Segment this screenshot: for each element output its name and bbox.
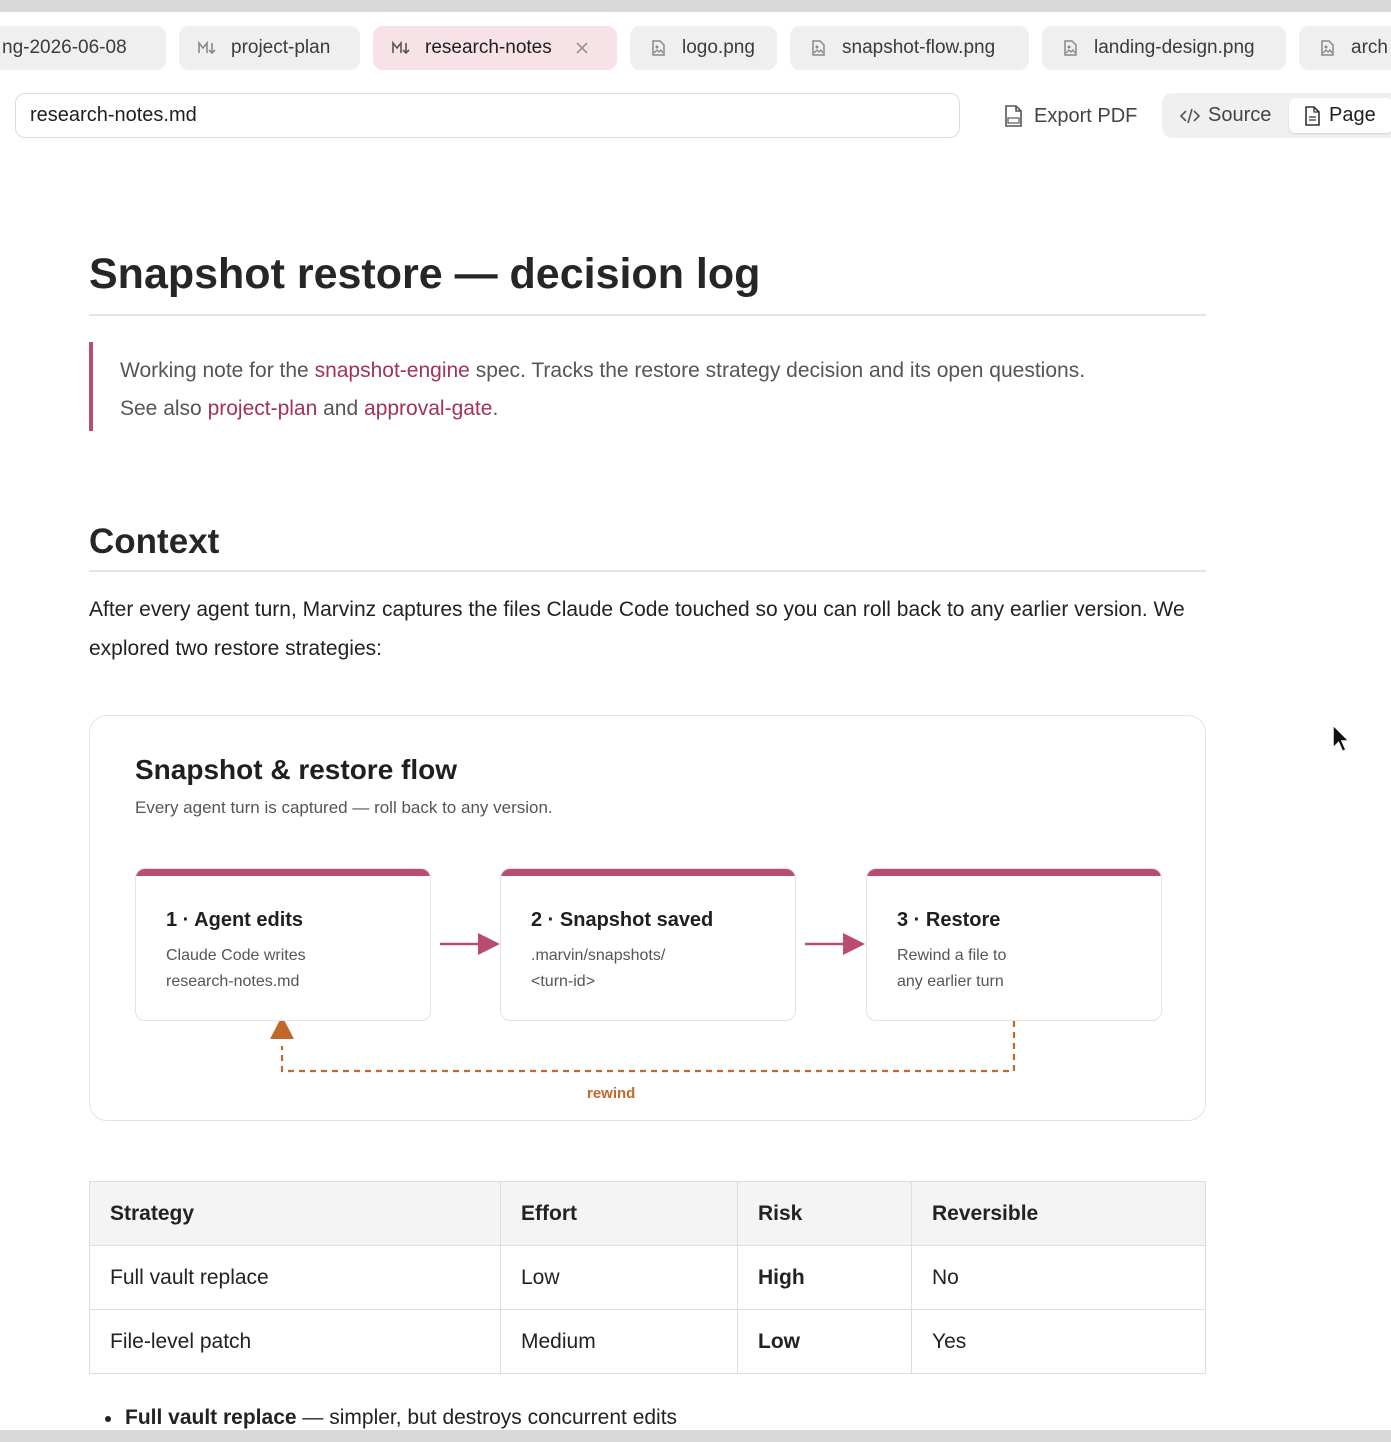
filename-text: research-notes.md [30,104,197,126]
step-line: any earlier turn [897,973,1004,990]
image-file-icon [808,38,828,58]
step-title: 3 · Restore [897,909,1001,931]
column-header: Strategy [90,1182,501,1246]
table-row [90,1246,1206,1310]
list-item [89,1403,1206,1433]
callout-note [89,342,1206,431]
step-accent-bar [501,869,795,876]
step-agent-edits [135,868,431,1021]
table-cell: High [738,1246,912,1310]
bullet-bold: Full vault replace [125,1406,297,1429]
table-row [90,1310,1206,1374]
strategy-table [89,1181,1206,1374]
link-snapshot-engine[interactable]: snapshot-engine [314,359,470,382]
tab-label: snapshot-flow.png [842,37,996,58]
context-paragraph: After every agent turn, Marvinz captures the files Claude Code touched so you can roll back to any earlier version. We explored two restore strategies: [89,598,1185,660]
table-cell: File-level patch [90,1310,501,1374]
callout-text: . [492,397,499,420]
page-icon [1303,106,1321,126]
callout-text: Working note for the [120,359,315,382]
mouse-cursor-icon [1331,724,1351,754]
tab-label: research-notes [425,37,552,58]
page-title: Snapshot restore — decision log [89,250,761,298]
code-icon [1180,106,1200,126]
tab-project-plan[interactable] [179,26,360,70]
markdown-icon [197,38,217,58]
table-cell: Full vault replace [90,1246,501,1310]
step-restore [866,868,1162,1021]
tab-research-notes[interactable] [373,26,617,70]
bottom-scrollbar[interactable] [0,1430,1391,1442]
tab-arch[interactable] [1299,26,1391,70]
step-snapshot-saved [500,868,796,1021]
tab-label: arch [1351,37,1388,58]
tab-label: project-plan [231,37,331,58]
page-view-button[interactable] [1289,98,1391,133]
image-file-icon [1060,38,1080,58]
step-line: Claude Code writes [166,947,306,964]
step-line: .marvin/snapshots/ [531,947,666,964]
step-accent-bar [867,869,1161,876]
tab-label: ng-2026-06-08 [2,37,127,58]
table-cell: No [912,1246,1206,1310]
snapshot-flow-figure [89,715,1206,1121]
tab-logo-png[interactable] [630,26,777,70]
callout-text: spec. Tracks the restore strategy decision and its open questions. [469,359,1086,382]
export-pdf-button[interactable] [1000,96,1137,136]
export-pdf-label: Export PDF [1034,104,1138,127]
view-toggle [1162,93,1391,138]
table-cell: Low [738,1310,912,1374]
link-approval-gate[interactable]: approval-gate [364,397,493,420]
tab-label: landing-design.png [1094,37,1255,58]
tab-label: logo.png [682,37,755,58]
step-line: Rewind a file to [897,947,1007,964]
column-header: Effort [501,1182,738,1246]
context-heading: Context [89,522,220,561]
pdf-file-icon [1000,103,1026,129]
page-label: Page [1329,104,1376,126]
image-file-icon [648,38,668,58]
source-view-button[interactable] [1180,98,1271,133]
column-header: Risk [738,1182,912,1246]
rewind-dashed-path [282,1021,1014,1071]
arrow-2-to-3-head [843,933,865,955]
title-divider [89,314,1206,316]
tab-strip [0,26,1391,72]
context-divider [89,570,1206,572]
table-cell: Yes [912,1310,1206,1374]
step-line: research-notes.md [166,973,300,990]
step-line: <turn-id> [531,973,596,990]
step-title: 1 · Agent edits [166,909,304,931]
table-cell: Low [501,1246,738,1310]
step-accent-bar [136,869,430,876]
column-header: Reversible [912,1182,1206,1246]
close-icon[interactable] [574,40,590,56]
arrow-1-to-2-head [478,933,500,955]
figure-title: Snapshot & restore flow [135,754,458,785]
callout-text: and [317,397,365,420]
bullet-list [89,1403,1206,1433]
tab-snapshot-flow-png[interactable] [790,26,1029,70]
link-project-plan[interactable]: project-plan [207,397,318,420]
bullet-text: — simpler, but destroys concurrent edits [296,1406,678,1429]
table-header-row [90,1182,1206,1246]
markdown-icon [391,38,411,58]
callout-text: See also [120,397,208,420]
figure-subtitle: Every agent turn is captured — roll back to any version. [135,798,553,817]
rewind-label: rewind [587,1085,636,1102]
top-scrollbar[interactable] [0,0,1391,12]
step-title: 2 · Snapshot saved [531,909,714,931]
tab-landing-design-png[interactable] [1042,26,1286,70]
tab-ng-2026-06-08[interactable] [0,26,166,70]
source-label: Source [1208,104,1272,126]
image-file-icon [1317,38,1337,58]
table-cell: Medium [501,1310,738,1374]
filename-field[interactable] [15,93,960,138]
